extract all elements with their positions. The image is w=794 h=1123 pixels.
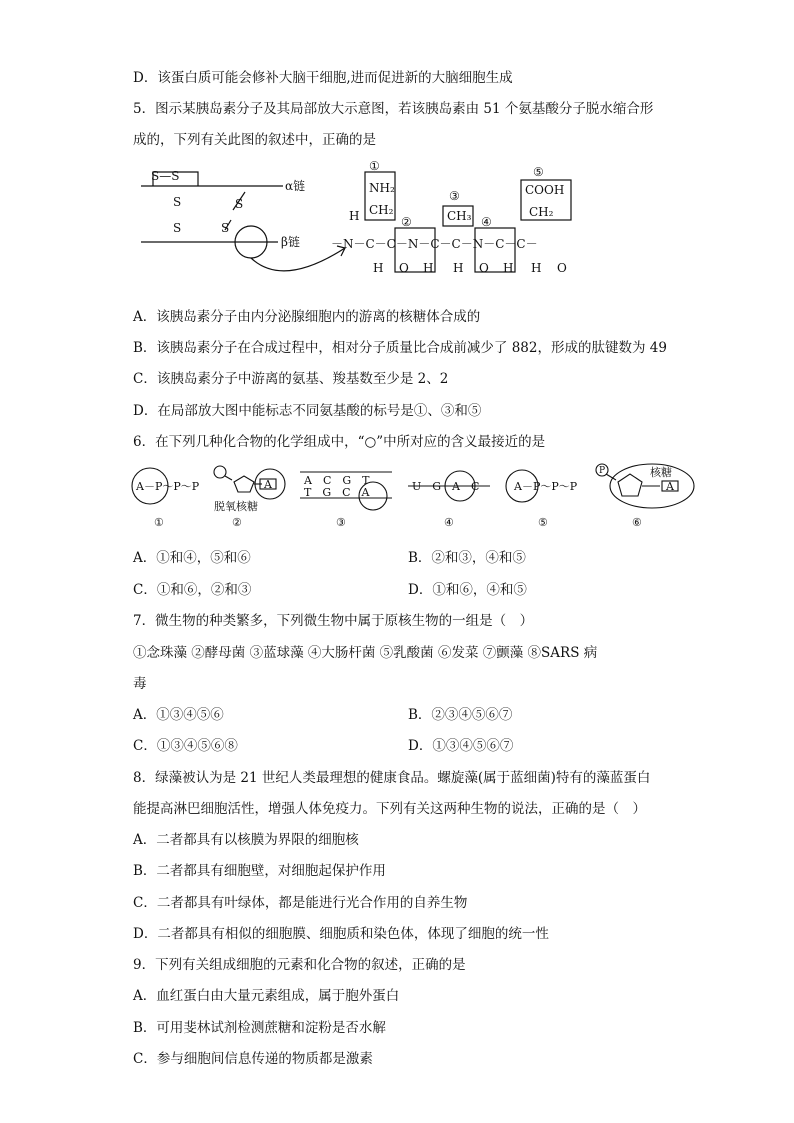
q9-option-c: C．参与细胞间信息传递的物质都是激素 [133,1051,373,1067]
alpha-label: α链 [285,179,306,193]
svg-text:A: A [264,478,272,491]
q5-option-c: C．该胰岛素分子中游离的氨基、羧基数至少是 2、2 [133,371,449,387]
svg-text:CH₂: CH₂ [529,205,554,219]
q7-stem: 7．微生物的种类繁多，下列微生物中属于原核生物的一组是（ ） [133,613,534,629]
compound-2-label: 脱氧核糖 [214,500,258,513]
q8-stem-line2: 能提高淋巴细胞活性，增强人体免疫力。下列有关这两种生物的说法，正确的是（ ） [133,801,646,817]
compound-3-bottom: T G C A [304,486,370,499]
q4-option-d: D．该蛋白质可能会修补大脑干细胞,进而促进新的大脑细胞生成 [133,70,513,86]
q9-option-b: B．可用斐林试剂检测蔗糖和淀粉是否水解 [133,1020,386,1036]
svg-text:O: O [399,261,409,275]
svg-text:H: H [349,209,360,223]
marker-5: ⑤ [533,165,544,179]
compound-num-3: ③ [336,516,346,529]
q5-stem-line1: 5．图示某胰岛素分子及其局部放大示意图，若该胰岛素由 51 个氨基酸分子脱水缩合形 [133,101,654,117]
compound-num-4: ④ [444,516,454,529]
svg-text:O: O [479,261,489,275]
q8-option-a: A．二者都具有以核膜为界限的细胞核 [133,832,359,848]
compound-1-text: A－P～P～P [136,480,200,493]
marker-4: ④ [481,215,492,229]
compound-4-text: U G A C [412,480,480,493]
svg-text:S: S [173,221,182,235]
q5-option-b: B．该胰岛素分子在合成过程中，相对分子质量比合成前减少了 882，形成的肽键数为 49 [133,340,667,356]
svg-text:A: A [666,480,674,493]
q8-option-b: B．二者都具有细胞壁，对细胞起保护作用 [133,863,386,879]
compound-num-2: ② [232,516,242,529]
q8-option-c: C．二者都具有叶绿体，都是能进行光合作用的自养生物 [133,895,468,911]
beta-label: β链 [281,235,300,249]
svg-text:H: H [373,261,384,275]
svg-text:O: O [557,261,567,275]
svg-text:H: H [503,261,514,275]
svg-text:H: H [453,261,464,275]
svg-text:S: S [221,221,230,235]
svg-text:S: S [235,197,244,211]
ss-label: S—S [151,169,180,183]
compound-3-top: A C G T [304,474,370,487]
peptide-chain: －N－C－C－N－C－C－N－C－C－ [331,237,538,251]
compound-num-1: ① [154,516,164,529]
compound-6-label: 核糖 [650,466,672,479]
marker-3: ③ [449,189,460,203]
q5-stem-line2: 成的，下列有关此图的叙述中，正确的是 [133,132,376,148]
q6-option-b: B．②和③，④和⑤ [408,550,526,566]
marker-1: ① [369,160,380,173]
q6-stem: 6．在下列几种化合物的化学组成中，“○”中所对应的含义最接近的是 [133,434,546,450]
q7-option-d: D．①③④⑤⑥⑦ [408,738,514,754]
svg-text:NH₂: NH₂ [369,181,395,195]
q6-option-a: A．①和④，⑤和⑥ [133,550,251,566]
q5-option-a: A．该胰岛素分子由内分泌腺细胞内的游离的核糖体合成的 [133,309,481,325]
compound-num-6: ⑥ [632,516,642,529]
q7-option-b: B．②③④⑤⑥⑦ [408,707,513,723]
q6-option-d: D．①和⑥，④和⑤ [408,582,527,598]
q6-option-c: C．①和⑥，②和③ [133,582,252,598]
q7-list: ①念珠藻 ②酵母菌 ③蓝球藻 ④大肠杆菌 ⑤乳酸菌 ⑥发菜 ⑦颤藻 ⑧SARS 病 [133,645,598,661]
q9-stem: 9．下列有关组成细胞的元素和化合物的叙述，正确的是 [133,957,466,973]
svg-text:CH₂: CH₂ [369,203,394,217]
q5-option-d: D．在局部放大图中能标志不同氨基酸的标号是①、③和⑤ [133,403,482,419]
svg-text:CH₃: CH₃ [447,209,472,223]
svg-text:H: H [423,261,434,275]
marker-2: ② [401,215,412,229]
svg-text:P: P [599,466,606,476]
q7-option-c: C．①③④⑤⑥⑧ [133,738,238,754]
compound-5-text: A－P～P～P [514,480,578,493]
svg-text:S: S [173,195,182,209]
q8-stem-line1: 8．绿藻被认为是 21 世纪人类最理想的健康食品。螺旋藻(属于蓝细菌)特有的藻蓝蛋白 [133,770,651,786]
q8-option-d: D．二者都具有相似的细胞膜、细胞质和染色体，体现了细胞的统一性 [133,926,549,942]
compounds-figure [130,462,710,532]
svg-text:H: H [531,261,542,275]
q7-list-cont: 毒 [133,676,147,692]
q7-option-a: A．①③④⑤⑥ [133,707,224,723]
svg-text:COOH: COOH [525,183,565,197]
compound-num-5: ⑤ [538,516,548,529]
q9-option-a: A．血红蛋白由大量元素组成，属于胞外蛋白 [133,988,400,1004]
insulin-figure [133,160,593,280]
